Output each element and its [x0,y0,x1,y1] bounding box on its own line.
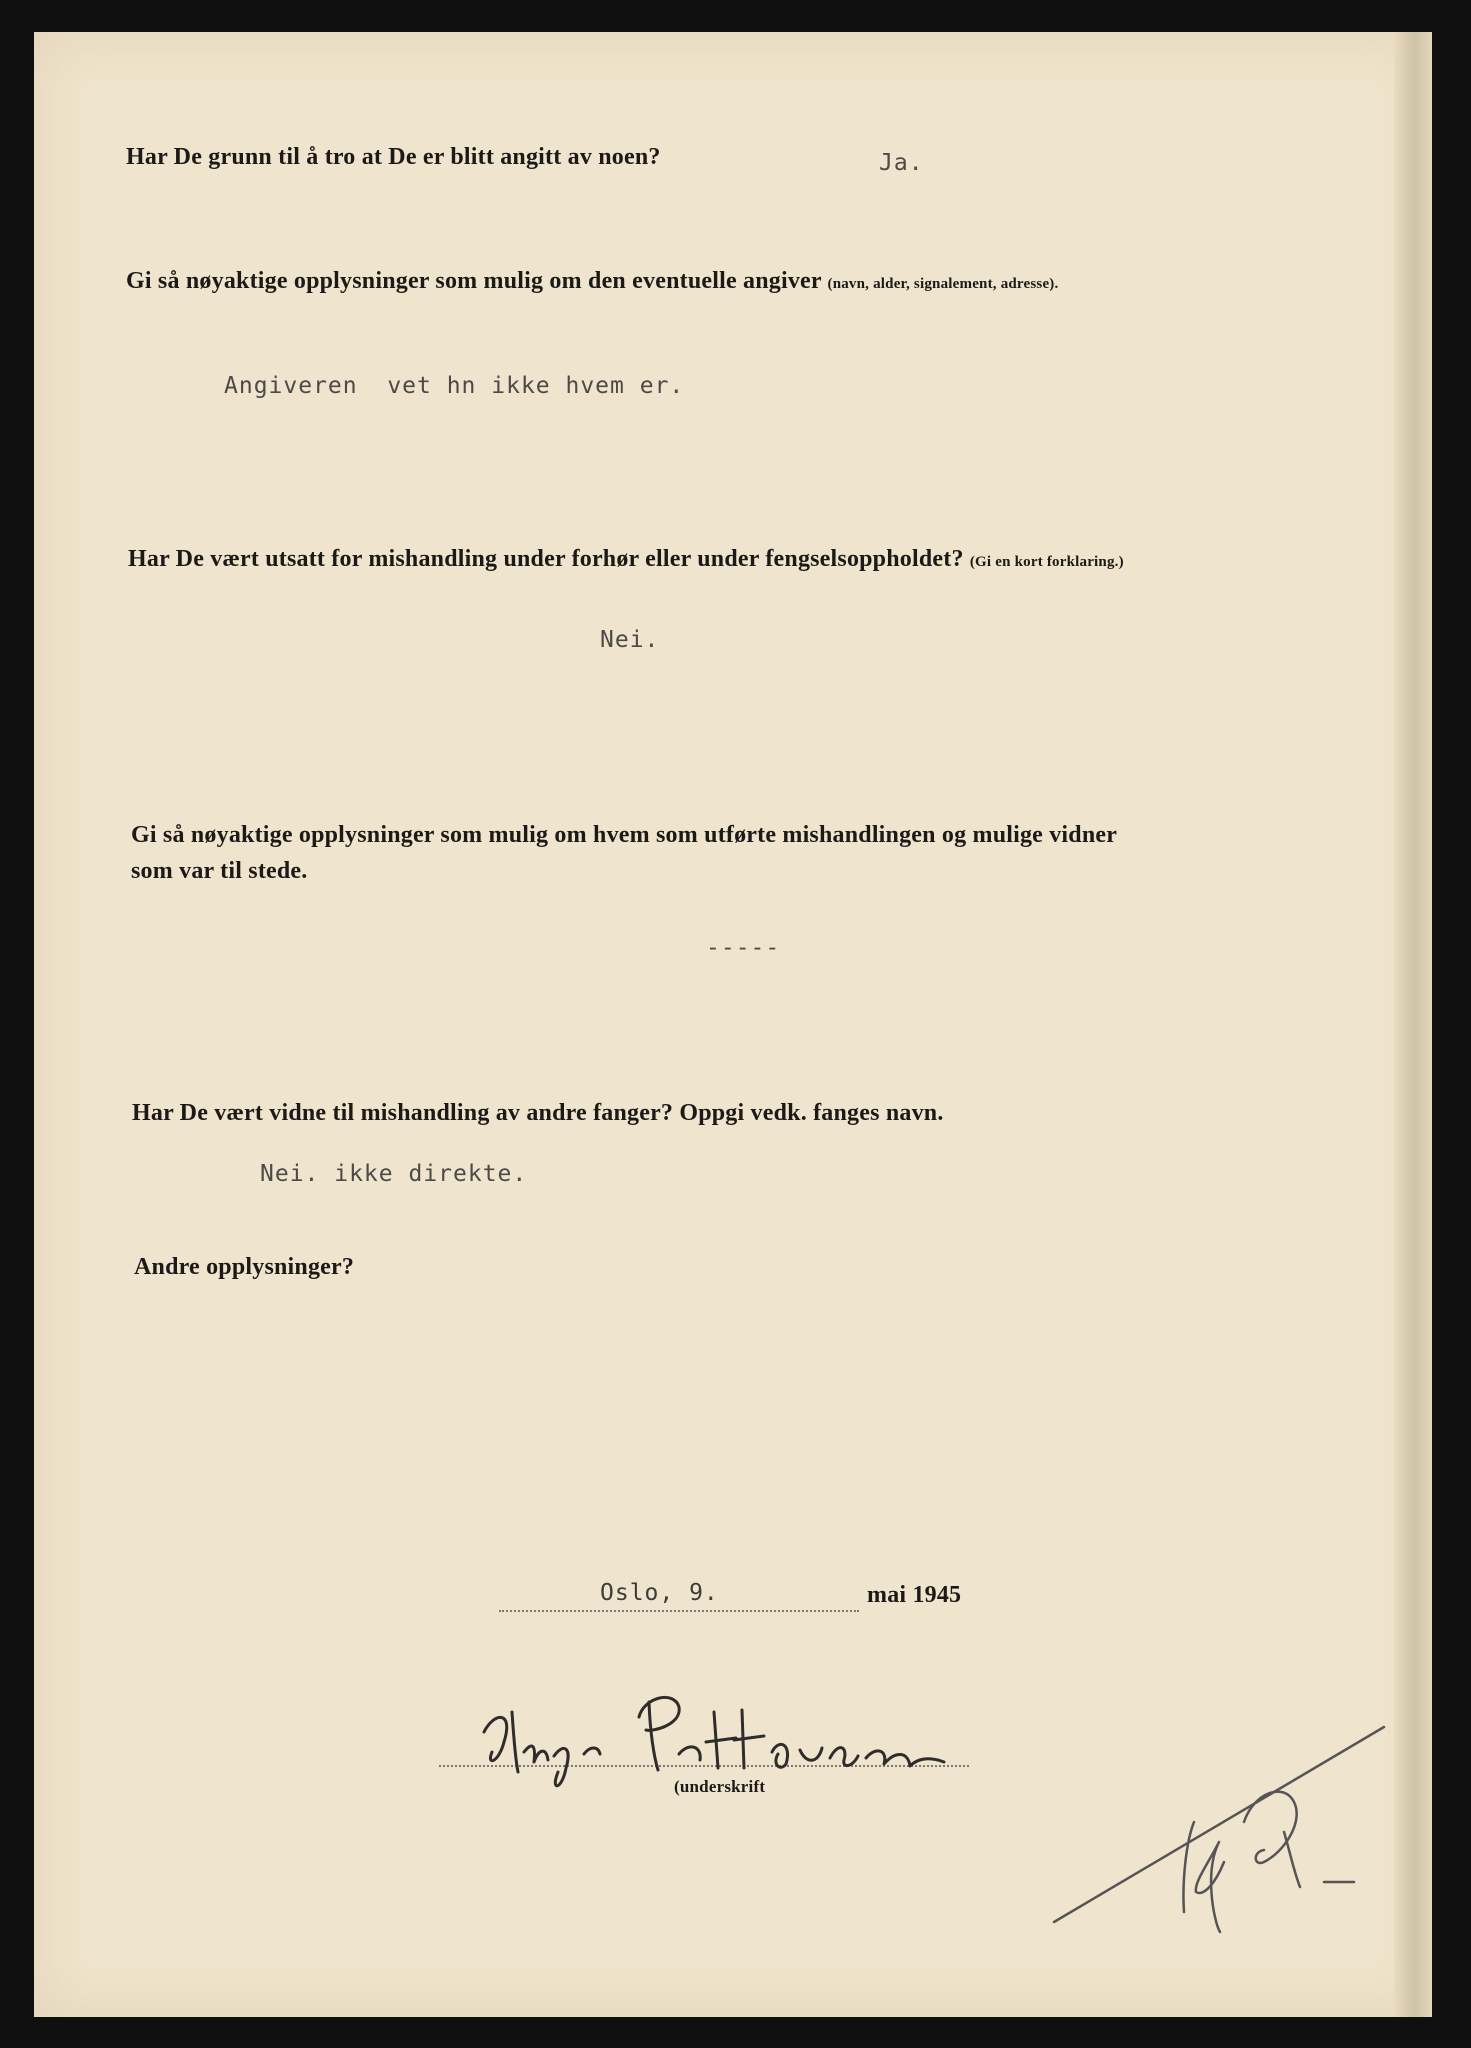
bleed-through [399,332,433,370]
question-5: Har De vært vidne til mishandling av andre fanger? Oppgi vedk. fanges navn. [132,1100,944,1126]
question-2-hint: (navn, alder, signalement, adresse). [827,276,1059,292]
signature-label: (underskrift [674,1777,766,1796]
question-3-text: Har De vært utsatt for mishandling under forhør eller under fengselsoppholdet? [128,546,964,572]
question-3 [128,546,1124,573]
answer-1: Ja. [879,150,924,176]
answer-5: Nei. ikke direkte. [260,1161,528,1187]
answer-3: Nei. [600,627,660,653]
question-4-line2: som var til stede. [131,858,308,884]
answer-4: ----- [706,935,781,961]
question-2 [126,268,1058,295]
question-1: Har De grunn til å tro at De er blitt angitt av noen? [126,144,661,170]
initials-flourish [1054,1722,1394,1952]
place-date-typed: Oslo, 9. [600,1580,719,1606]
document-page [34,32,1432,2017]
question-2-text: Gi så nøyaktige opplysninger som mulig om den eventuelle angiver [126,268,822,294]
question-4-line1: Gi så nøyaktige opplysninger som mulig om hvem som utførte mishandlingen og mulige vidner [131,822,1118,848]
question-6: Andre opplysninger? [134,1254,355,1280]
paper-fold-shadow [1394,32,1432,2017]
answer-2: Angiveren vet hn ikke hvem er. [224,373,685,399]
place-date-printed: mai 1945 [867,1582,962,1608]
place-date-dotted-line [499,1610,859,1612]
question-3-hint: (Gi en kort forklaring.) [969,554,1124,570]
